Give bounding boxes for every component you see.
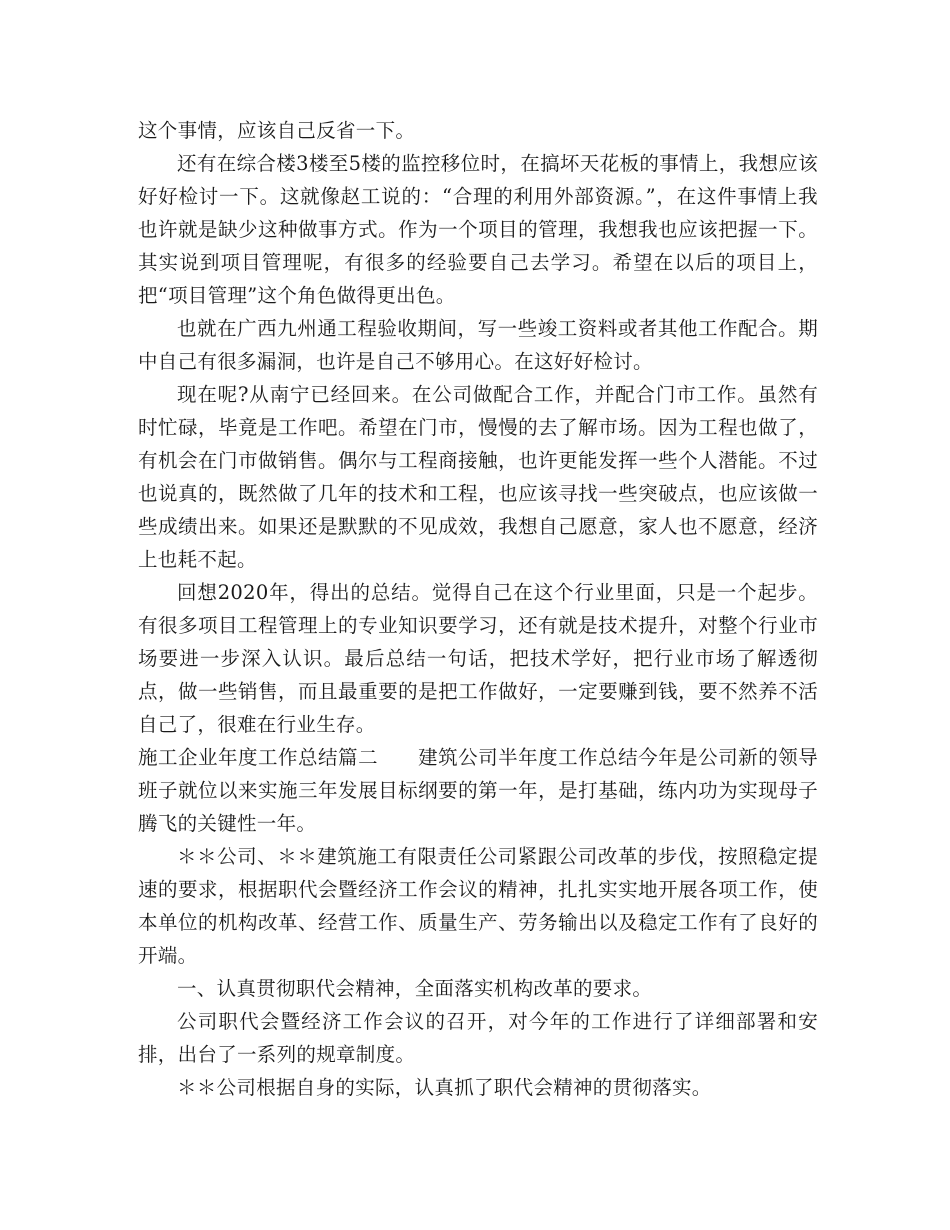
paragraph-7: ＊＊公司、＊＊建筑施工有限责任公司紧跟公司改革的步伐，按照稳定提速的要求，根据职代会暨经济工作会议的精神，扎扎实实地开展各项工作，使本单位的机构改革、经营工作、质量生产、劳务输出以及稳定工作有了良好的开端。	[138, 845, 818, 967]
document-body	[138, 114, 818, 1104]
paragraph-5: 回想2020年，得出的总结。觉得自己在这个行业里面，只是一个起步。有很多项目工程管理上的专业知识要学习，还有就是技术提升，对整个行业市场要进一步深入认识。最后总结一句话，把技术学好，把行业市场了解透彻点，做一些销售，而且最重要的是把工作做好，一定要赚到钱，要不然养不活自己了，很难在行业生存。	[138, 581, 818, 736]
paragraph-9: 公司职代会暨经济工作会议的召开，对今年的工作进行了详细部署和安排，出台了一系列的规章制度。	[138, 1010, 818, 1066]
paragraph-10: ＊＊公司根据自身的实际，认真抓了职代会精神的贯彻落实。	[177, 1076, 712, 1099]
paragraph-3: 也就在广西九州通工程验收期间，写一些竣工资料或者其他工作配合。期中自己有很多漏洞，也许是自己不够用心。在这好好检讨。	[138, 317, 818, 373]
paragraph-1: 这个事情，应该自己反省一下。	[138, 119, 416, 142]
paragraph-8: 一、认真贯彻职代会精神，全面落实机构改革的要求。	[177, 977, 653, 1000]
paragraph-2: 还有在综合楼3楼至5楼的监控移位时，在搞坏天花板的事情上，我想应该好好检讨一下。这就像赵工说的：“合理的利用外部资源。”，在这件事情上我也许就是缺少这种做事方式。作为一个项目的管理，我想我也应该把握一下。其实说到项目管理呢，有很多的经验要自己去学习。希望在以后的项目上，把“项目管理”这个角色做得更出色。	[138, 152, 818, 307]
paragraph-4: 现在呢?从南宁已经回来。在公司做配合工作，并配合门市工作。虽然有时忙碌，毕竟是工作吧。希望在门市，慢慢的去了解市场。因为工程也做了，有机会在门市做销售。偶尔与工程商接触，也许更能发挥一些个人潜能。不过也说真的，既然做了几年的技术和工程，也应该寻找一些突破点，也应该做一些成绩出来。如果还是默默的不见成效，我想自己愿意，家人也不愿意，经济上也耗不起。	[138, 383, 818, 571]
paragraph-6-section-heading: 施工企业年度工作总结篇二 建筑公司半年度工作总结今年是公司新的领导班子就位以来实施三年发展目标纲要的第一年，是打基础，练内功为实现母子腾飞的关键性一年。	[138, 746, 818, 835]
